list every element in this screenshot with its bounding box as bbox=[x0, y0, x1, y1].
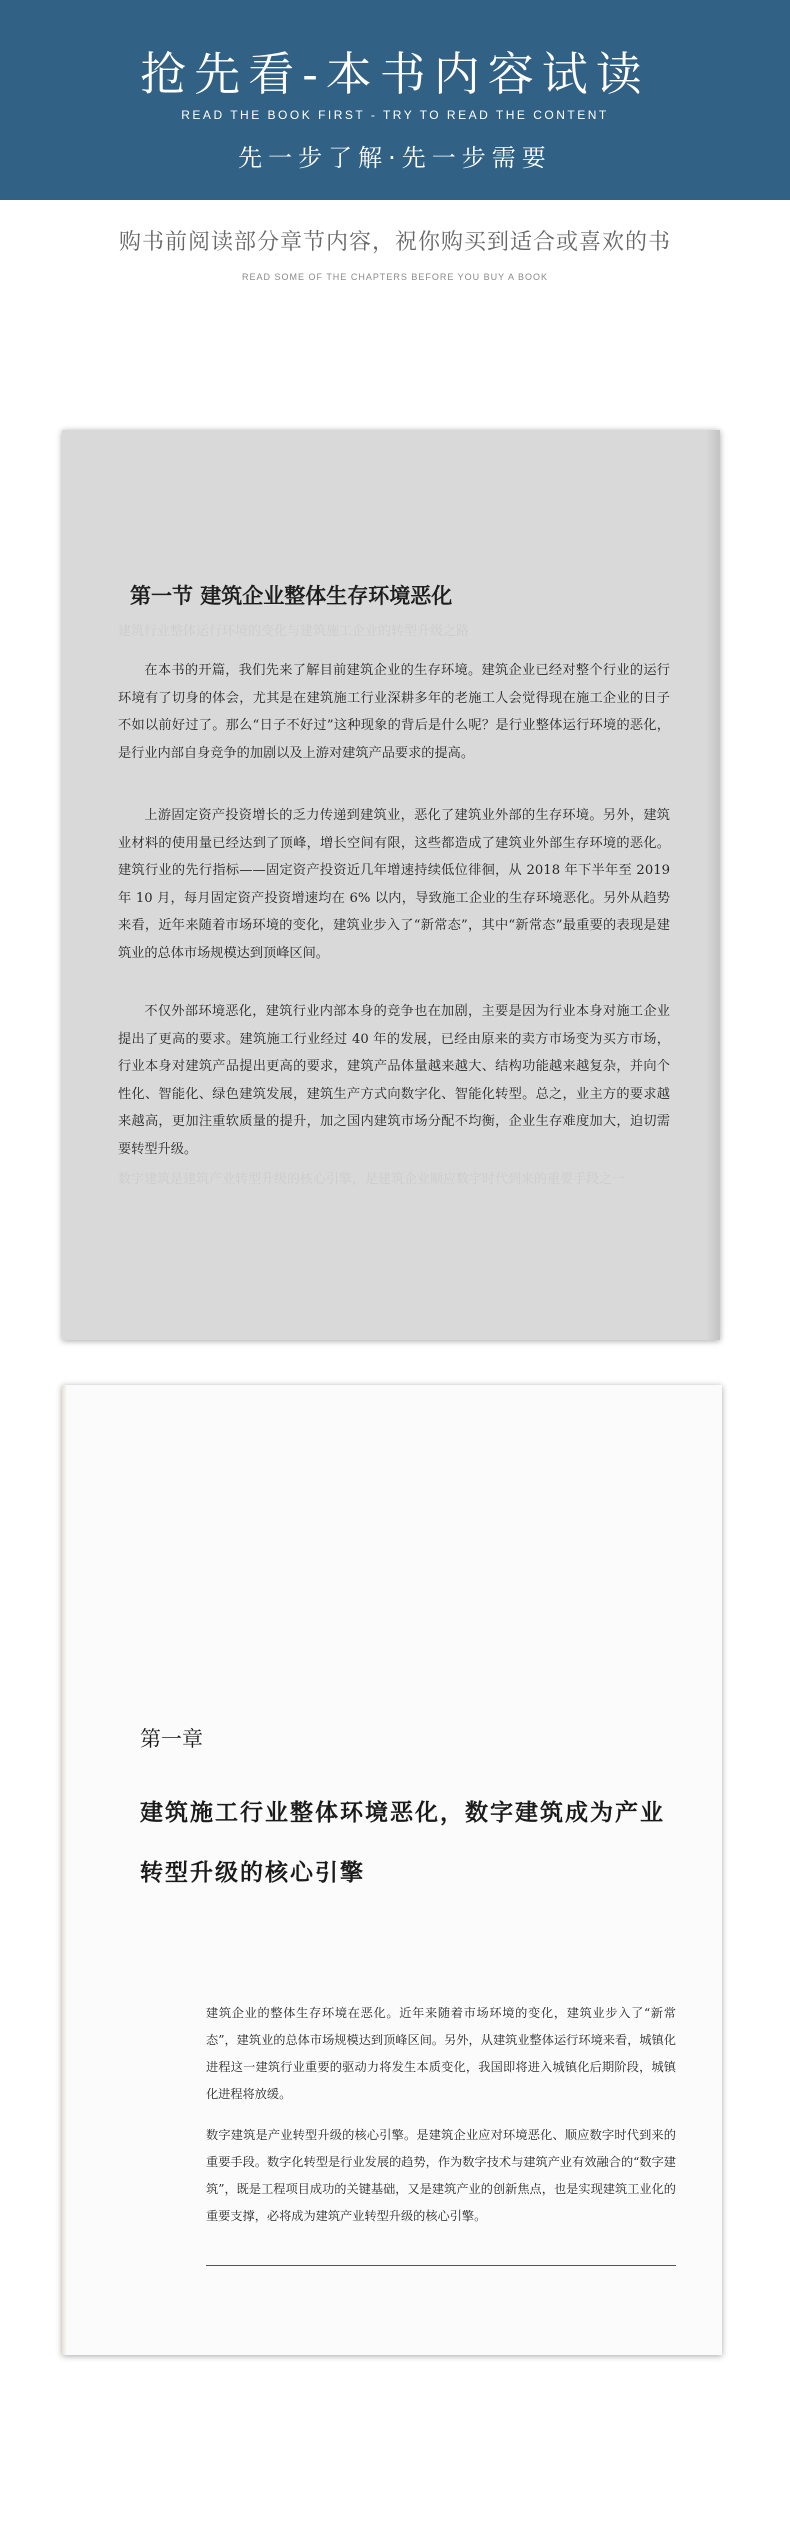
header-banner bbox=[0, 0, 790, 200]
section-paragraph-2: 上游固定资产投资增长的乏力传递到建筑业，恶化了建筑业外部的生存环境。另外，建筑业材料的使用量已经达到了顶峰，增长空间有限，这些都造成了建筑业外部生存环境的恶化。建筑行业的先行指标——固定资产投资近几年增速持续低位徘徊，从 2018 年下半年至 2019 年 10 月，每月固定资产投资增速均在 6% 以内，导致施工企业的生存环境恶化。另外从趋势来看，近年来随着市场环境的变化，建筑业步入了“新常态”，其中“新常态”最重要的表现是建筑业的总体市场规模达到顶峰区间。 bbox=[118, 808, 670, 961]
chapter-paragraph-1: 建筑企业的整体生存环境在恶化。近年来随着市场环境的变化，建筑业步入了“新常态”，建筑业的总体市场规模达到顶峰区间。另外，从建筑业整体运行环境来看，城镇化进程这一建筑行业重要的驱动力将发生本质变化，我国即将进入城镇化后期阶段，城镇化进程将放缓。 bbox=[206, 2006, 676, 2101]
banner-subtitle: READ THE BOOK FIRST - TRY TO READ THE CONTENT bbox=[181, 108, 609, 122]
banner-slogan: 先一步了解·先一步需要 bbox=[238, 144, 552, 172]
page-spine-shadow bbox=[706, 430, 720, 1340]
book-page-chapter bbox=[62, 1385, 722, 2355]
section-title: 第一节 建筑企业整体生存环境恶化 bbox=[130, 583, 453, 608]
banner-title: 抢先看-本书内容试读 bbox=[140, 47, 650, 101]
chapter-label: 第一章 bbox=[140, 1727, 203, 1751]
bleed-through-text: 建筑行业整体运行环境的变化与建筑施工企业的转型升级之路 bbox=[118, 624, 470, 639]
chapter-divider bbox=[206, 2265, 676, 2266]
section-paragraph-3: 不仅外部环境恶化，建筑行业内部本身的竞争也在加剧，主要是因为行业本身对施工企业提出了更高的要求。建筑施工行业经过 40 年的发展，已经由原来的卖方市场变为买方市场，行业本身对建筑产品提出更高的要求，建筑产品体量越来越大、结构功能越来越复杂，并向个性化、智能化、绿色建筑发展，建筑生产方式向数字化、智能化转型。总之，业主方的要求越来越高，更加注重软质量的提升，加之国内建筑市场分配不均衡，企业生存难度加大，迫切需要转型升级。 bbox=[118, 1004, 670, 1157]
chapter-title: 建筑施工行业整体环境恶化，数字建筑成为产业转型升级的核心引擎 bbox=[140, 1799, 665, 1886]
intro-text-en: READ SOME OF THE CHAPTERS BEFORE YOU BUY A BOOK bbox=[241, 272, 549, 282]
bleed-through-text: 数字建筑是建筑产业转型升级的核心引擎，是建筑企业顺应数字时代到来的重要手段之一 bbox=[118, 1172, 626, 1187]
intro-text: 购书前阅读部分章节内容，祝你购买到适合或喜欢的书 bbox=[118, 230, 671, 255]
chapter-paragraph-2: 数字建筑是产业转型升级的核心引擎。是建筑企业应对环境恶化、顺应数字时代到来的重要手段。数字化转型是行业发展的趋势，作为数字技术与建筑产业有效融合的“数字建筑”，既是工程项目成功的关键基础，又是建筑产业的创新焦点，也是实现建筑工业化的重要支撑，必将成为建筑产业转型升级的核心引擎。 bbox=[206, 2128, 676, 2223]
page-edge bbox=[62, 1385, 67, 2355]
section-paragraph-1: 在本书的开篇，我们先来了解目前建筑企业的生存环境。建筑企业已经对整个行业的运行环境有了切身的体会，尤其是在建筑施工行业深耕多年的老施工人会觉得现在施工企业的日子不如以前好过了。那么“日子不好过”这种现象的背后是什么呢？是行业整体运行环境的恶化，是行业内部自身竞争的加剧以及上游对建筑产品要求的提高。 bbox=[118, 663, 670, 761]
book-page-section bbox=[62, 430, 720, 1340]
